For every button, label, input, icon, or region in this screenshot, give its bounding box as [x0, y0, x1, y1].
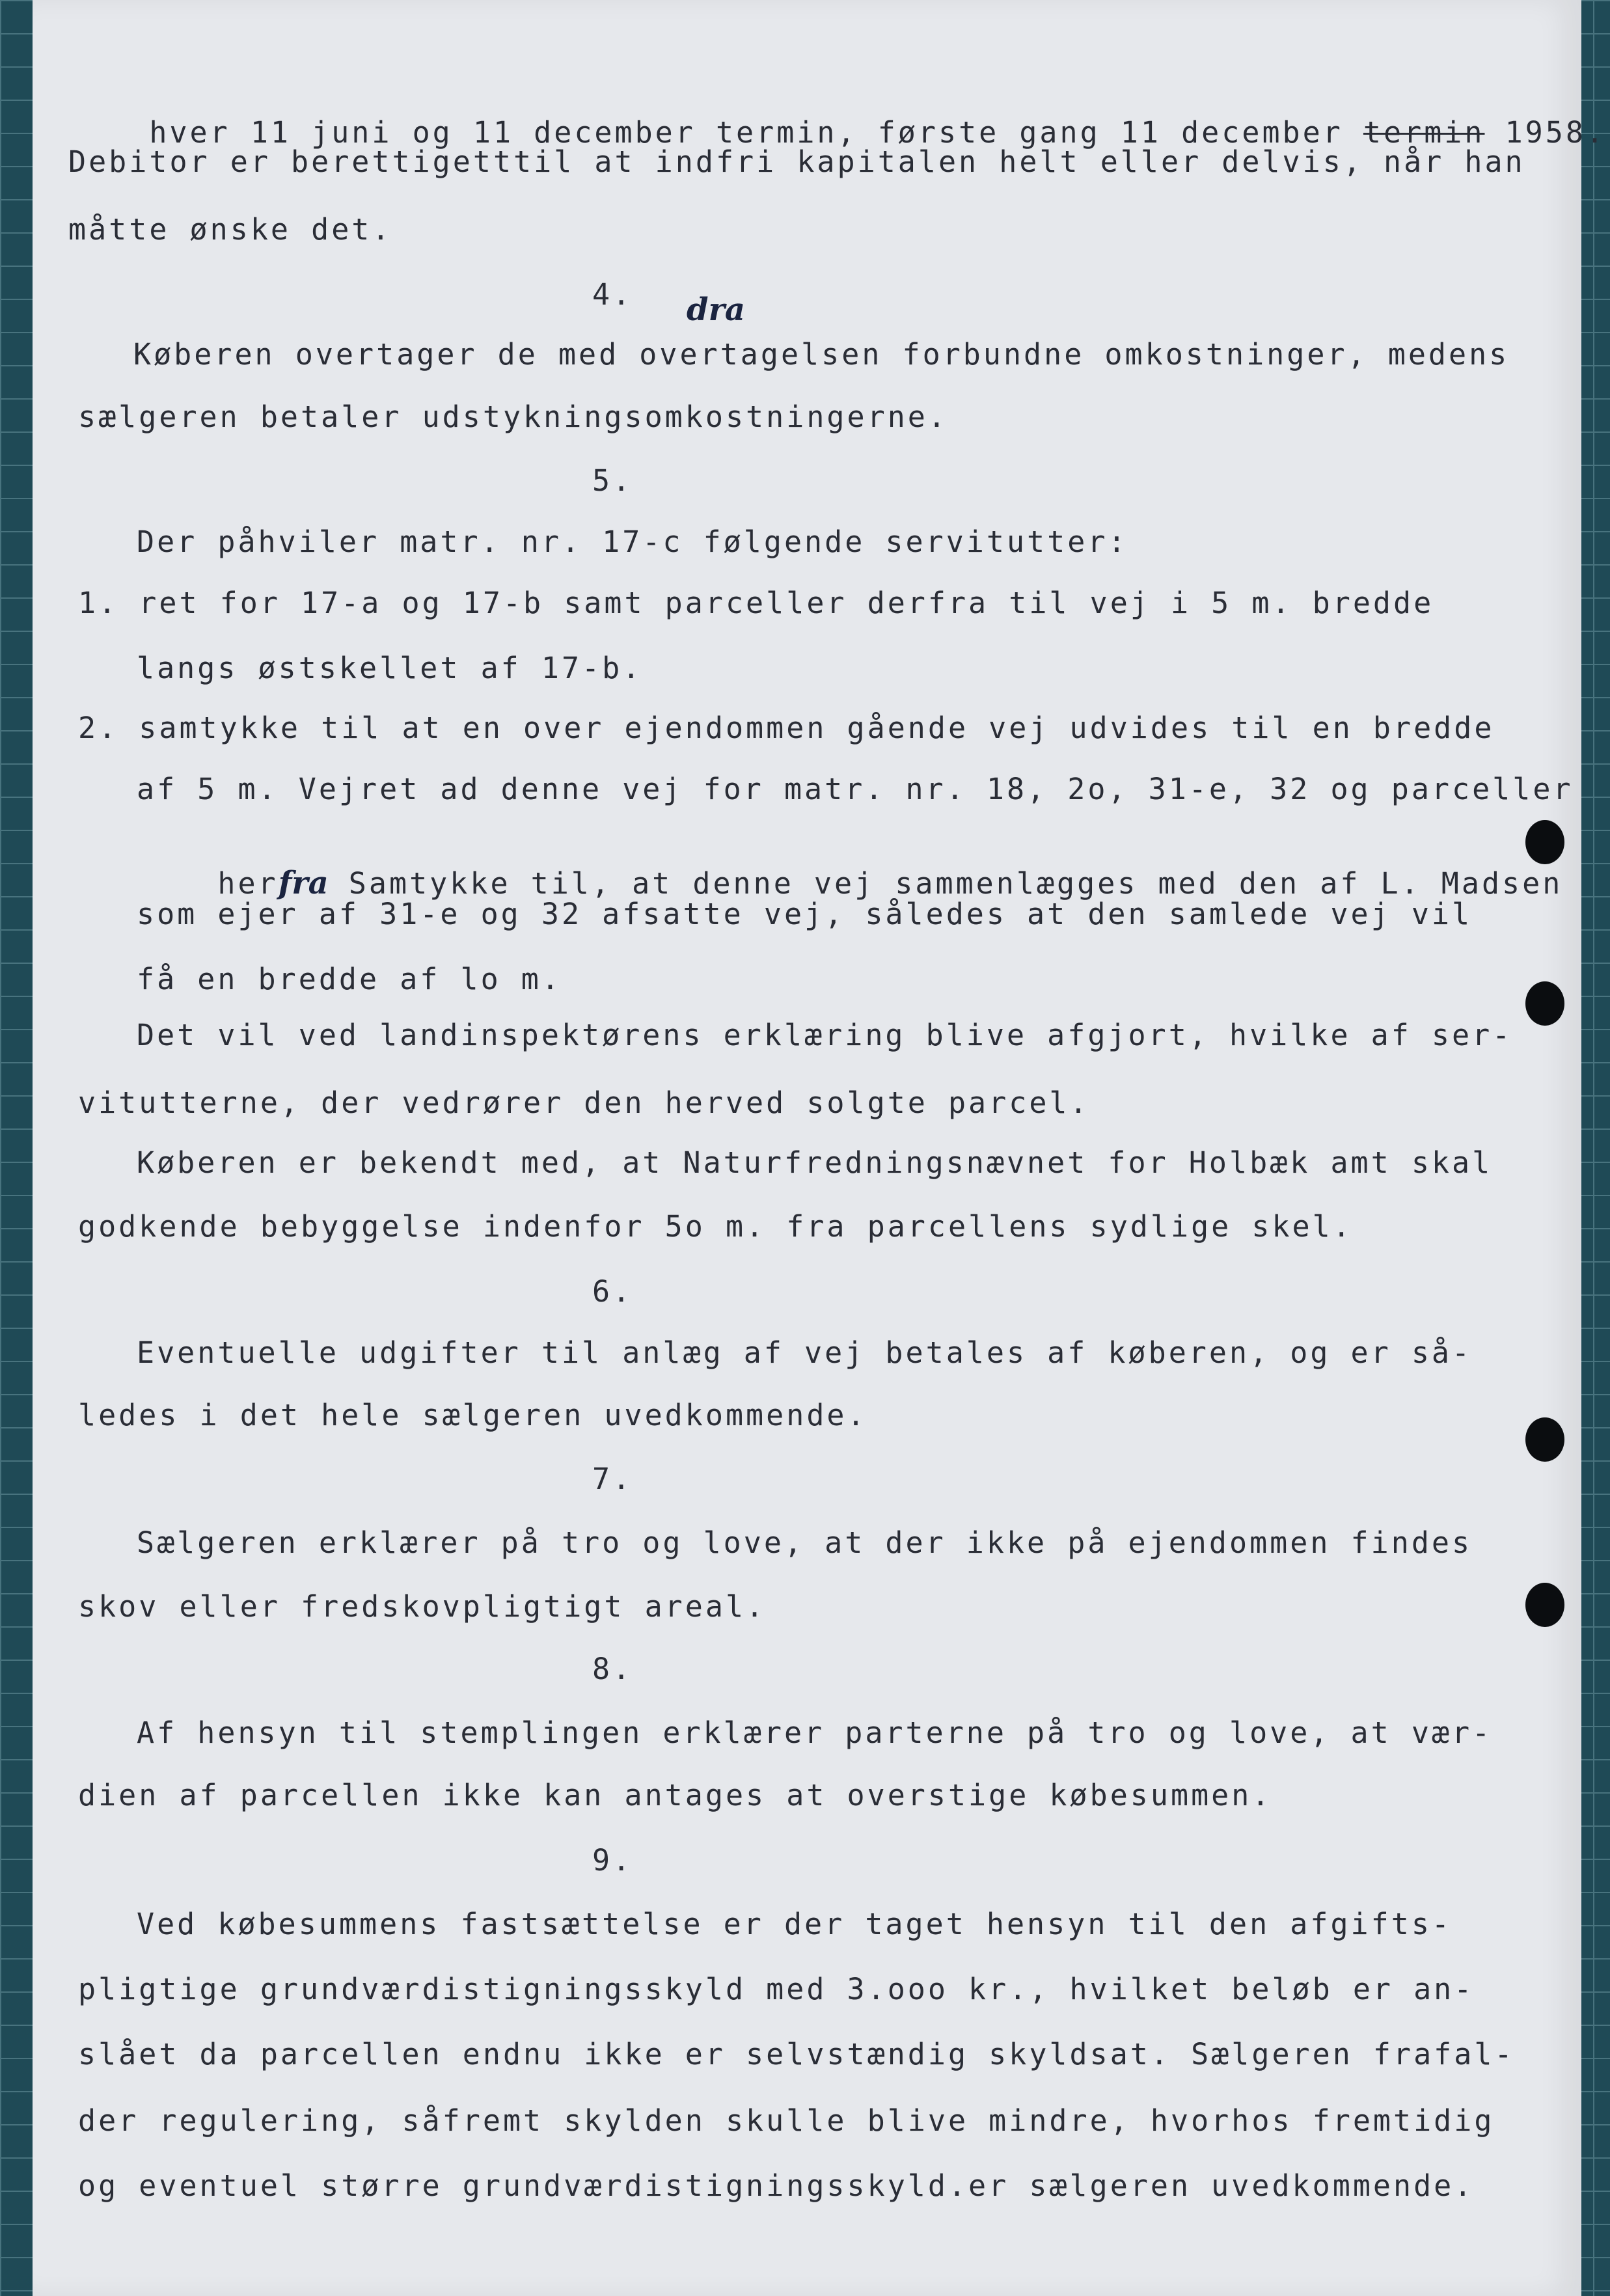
punch-hole: [1525, 1417, 1564, 1462]
text-line: sælgeren betaler udstykningsomkostningerne.: [78, 400, 948, 434]
section-number: 9.: [592, 1843, 633, 1878]
text-line: skov eller fredskovpligtigt areal.: [78, 1589, 767, 1624]
text-line: Det vil ved landinspektørens erklæring blive afgjort, hvilke af ser-: [137, 1018, 1513, 1052]
section-number: 4.: [592, 277, 633, 312]
text-line: ledes i det hele sælgeren uvedkommende.: [78, 1398, 867, 1432]
document-page: [33, 0, 1607, 2296]
section-number: 6.: [592, 1274, 633, 1309]
section-number: 8.: [592, 1652, 633, 1686]
text-line: godkende bebyggelse indenfor 5o m. fra parcellens sydlige skel.: [78, 1209, 1353, 1244]
text-line: af 5 m. Vejret ad denne vej for matr. nr. 18, 2o, 31-e, 32 og parceller: [137, 772, 1574, 806]
text-line: vitutterne, der vedrører den herved solgte parcel.: [78, 1086, 1090, 1120]
text-line: Køberen overtager de med overtagelsen forbundne omkostninger, medens: [133, 337, 1510, 372]
text-line: dien af parcellen ikke kan antages at overstige købesummen.: [78, 1778, 1272, 1812]
punch-hole: [1525, 820, 1564, 864]
text-line: og eventuel større grundværdistigningsskyld.er sælgeren uvedkommende.: [78, 2168, 1475, 2203]
section-number: 7.: [592, 1462, 633, 1496]
punch-hole: [1525, 1583, 1564, 1627]
text-line: 1. ret for 17-a og 17-b samt parceller derfra til vej i 5 m. bredde: [78, 586, 1434, 620]
text-line: hver 11 juni og 11 december termin, første gang 11 december termin 1958.: [149, 115, 1607, 150]
text-line: Debitor er berettigetttil at indfri kapitalen helt eller delvis, når han: [68, 144, 1525, 179]
text-line: slået da parcellen endnu ikke er selvstændig skyldsat. Sælgeren frafal-: [78, 2037, 1515, 2071]
text-line: Ved købesummens fastsættelse er der taget hensyn til den afgifts-: [137, 1907, 1452, 1941]
text-line: Køberen er bekendt med, at Naturfredningsnævnet for Holbæk amt skal: [137, 1145, 1493, 1180]
section-number: 5.: [592, 463, 633, 498]
text-line: Eventuelle udgifter til anlæg af vej betales af køberen, og er så-: [137, 1335, 1473, 1370]
handwritten-annotation: dra: [687, 292, 745, 328]
text-line: Af hensyn til stemplingen erklærer parterne på tro og love, at vær-: [137, 1715, 1493, 1750]
text-line: herfra Samtykke til, at denne vej sammenlægges med den af L. Madsen: [217, 865, 1563, 901]
text-line: der regulering, såfremt skylden skulle blive mindre, hvorhos fremtidig: [78, 2103, 1495, 2138]
text-line: pligtige grundværdistigningsskyld med 3.ooo kr., hvilket beløb er an-: [78, 1972, 1475, 2006]
text-line: langs østskellet af 17-b.: [137, 651, 643, 685]
handwritten-annotation: fra: [278, 865, 329, 901]
text-line: 2. samtykke til at en over ejendommen gående vej udvides til en bredde: [78, 711, 1495, 745]
punch-hole: [1525, 981, 1564, 1026]
text-line: få en bredde af lo m.: [137, 962, 562, 996]
text-line: måtte ønske det.: [68, 212, 392, 247]
text-line: Sælgeren erklærer på tro og love, at der ikke på ejendommen findes: [137, 1525, 1473, 1560]
text-line: som ejer af 31-e og 32 afsatte vej, således at den samlede vej vil: [137, 897, 1473, 931]
text-line: Der påhviler matr. nr. 17-c følgende servitutter:: [137, 525, 1128, 559]
struck-word: termin: [1363, 115, 1485, 150]
